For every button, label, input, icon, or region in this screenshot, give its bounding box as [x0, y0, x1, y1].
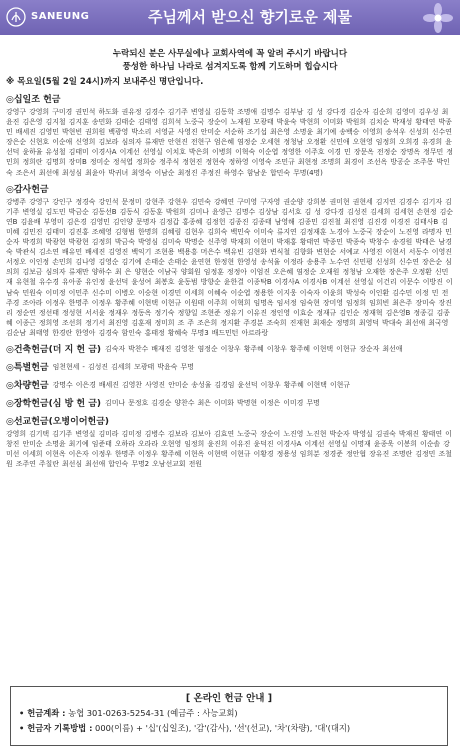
thanks-section — [6, 184, 454, 338]
intro-text — [0, 48, 460, 74]
building-title: ◎건축헌금(더 지 헌 금) — [6, 344, 102, 355]
scholarship-names: 김미나 문정호 김경순 양찬수 최은 이미화 박명현 이정은 이미경 무명 — [105, 398, 320, 407]
account-label: • 헌금계좌 : — [19, 708, 66, 718]
mission-section — [6, 416, 454, 469]
online-giving-box — [10, 686, 448, 746]
church-logo-icon — [6, 7, 26, 27]
method-row — [19, 722, 447, 734]
account-number: 농협 301-0263-5254-31 (예금주 : 사능교회) — [68, 708, 238, 718]
flower-decoration-icon — [422, 2, 454, 34]
account-row — [19, 707, 447, 719]
mission-title: ◎선교헌금(오병이어헌금) — [6, 416, 110, 427]
special-section — [6, 362, 454, 374]
intro-line-2: 풍성한 하나님 나라로 섬겨지도록 함께 기도하며 힙습시다 — [122, 62, 338, 72]
brand-name: SANEUNG — [31, 11, 90, 22]
deadline-note: ※ 목요일(5월 2일 24시)까지 보내주신 명단입니다. — [6, 77, 204, 87]
method-label: • 헌금자 기록방법 : — [19, 723, 93, 733]
building-section — [6, 344, 454, 356]
special-names: 임천현세 - 김성진 김세희 모광태 박윤숙 무명 — [52, 362, 194, 371]
intro-line-1: 누락되신 분은 사무실에나 교회사역에 꼭 알려 주시기 바랍니다 — [112, 49, 348, 59]
scholarship-title: ◎장학헌금(심 방 헌 금) — [6, 398, 102, 409]
tithe-section — [6, 94, 454, 178]
building-names: 김숙자 박찬수 배재진 김영찬 염정순 이창우 황주혜 이창우 황주혜 이현택 이현규 장순자 최선애 — [105, 344, 403, 353]
special-title: ◎특별헌금 — [6, 362, 49, 373]
thanks-title: ◎감사헌금 — [6, 184, 49, 195]
page-header — [0, 0, 460, 35]
scholarship-section — [6, 398, 454, 410]
method-text: 000(이름) + '십'(십일조), '감'(감사), '선'(선교), '차'(차량), '대'(대지) — [95, 723, 351, 733]
tithe-names: 강영구 강영희 구미경 권민석 하도화 권유정 김경수 김기주 변영실 김동학 조명애 김명수 김부남 김 성 강다경 김순자 김순희 김영미 김우성 최윤진 김은영 김지철 김지훈 송민화 김태순 김태영 김희석 노중국 장순이 노재원 모광태 박윤숙 박현희 이미화 박원희 김치순 박재성 황태연 박종민 배세진 김영민 박현빈 권희원 백광영 박소리 서영균 사영진 안미순 서순하 조기섭 최은영 소명윤 최기예 송백승 이영희 송석우 신성희 신수연 장은순 신현호 이순애 신영희 김보라 심의자 류재만 안현진 전현구 엄은혜 염정순 오세현 정청남 오정환 신민애 오현영 임정희 오희경 유경희 윤선덕 윤하율 유성철 김태미 이경사A 이계선 선영실 이치호 박은희 이병희 이혁숙 이순엽 정영한 이주호 이경 민 장문옥 전정순 장명옥 정무민 정민희 정희란 김명희 장미B 정미순 정석엽 정희승 정주식 정현진 정현숙 정하영 이영숙 조민규 최현정 조명희 최경이 조선옥 방공순 조주몽 박인숙 조은서 최선애 최성심 최윤아 박귀녀 최영숙 이남순 최정진 주정진 하영수 함남운 합민숙 무명(4명) — [6, 108, 453, 177]
mission-names: 강영희 김기택 김기주 변영실 김미라 김미정 김병수 김보라 김보아 김효연 노중국 장순이 노진영 노진현 박순자 박영실 김권숙 박재진 황태연 이창진 안미순 소명윤 최기예 임준태 오하라 오라라 오현영 임정희 윤진희 이유진 윤덕진 이경사A 이계선 선영실 이명재 윤종욱 이봉희 이순솔 강미선 이세희 이현옥 이은자 이정우 한명주 이정우 황주혜 이현옥 이현택 이현규 이황경 정용성 임희분 정경준 정안협 장유진 조명란 김정민 조철원 조주연 주칠란 최선심 최선애 합인숙 무명2 오남선교회 전원 — [6, 429, 452, 469]
page-title: 주님께서 받으신 향기로운 제물 — [148, 8, 353, 26]
thanks-names: 강병주 강영구 강인구 정경숙 강인석 문정미 강현주 강현우 김민숙 강혜연 구미영 구자영 권순양 강희봉 권미현 권현세 김지연 김경수 김기자 김기주 변영실 김도민 박금순 김동선B 김동식 김동훈 박원희 김미나 윤영근 김명수 김상남 김서호 김 성 강다경 김성진 김세희 김세현 손현정 김순연B 김윤배 부영미 김은경 김영민 김인양 문명자 김정갑 홍종혜 김정헌 김종진 김종태 남영해 김종민 김진철 최진영 김진경 이경진 김태사B 김미혜 김민진 김태미 김진홍 조혜영 김형범 한명희 김혜림 김현우 김희숙 백민숙 이미숙 류지연 김정재훈 노경아 노중국 장순이 노진영 라명자 민순자 박경희 박광현 박광현 김정희 박금숙 박영심 김미숙 박명순 신주영 박재희 이현미 박재홍 황태연 박종민 박종숙 박창수 송경원 박태은 남경숙 박관식 김소연 배유민 배세진 김영진 백익기 조현용 백용흥 머은수 백유빈 김현화 변식철 김향화 변현순 서예교 사영진 이현서 서동수 이영진 서정오 이인정 손민희 김나영 김영순 김기예 손태순 손태순 윤연현 한정현 한영성 송석율 이정라 송용주 노수연 신민평 신성희 신수연 장은순 심의희 김보금 심의자 류재만 양하수 최 은 양현순 이남국 양회원 임정훈 정정아 이엄진 오은혜 염정순 오재원 정청남 오재한 장은주 오정환 신민재 유현철 유수경 유아종 유인정 윤선덕 윤성여 최봉호 윤동범 방향순 윤한결 이종탁B 이경사A 이경사B 이계선 선영실 이건리 이문수 이방진 이남숙 민원숙 이미정 이민주 신수미 이병오 이승현 이경민 이세희 이혜숙 이순엽 정용한 이지웅 이숙자 이윤희 박성숙 이인환 김수민 이정 민 전주경 조아라 이정우 한명주 이정우 황주혜 이현택 이현규 이원태 이주희 이혁희 임명옥 임서정 임숙현 장미영 임정희 임희빈 최은주 장미숙 장진리 정순연 정선태 정성현 서서윤 정재우 정동옥 정기숙 정향일 조현준 정유기 이유진 정인영 이효순 정재규 김인순 정재혁 김은영B 정종길 김종혜 이종근 정희영 조선희 정기서 최진영 김훈재 정미희 조 주 조은희 정지환 주경분 조숙희 진재현 최재순 정명희 최영덕 박대숙 최선애 최국영 김순남 최태영 한경란 한영아 김경숙 함인숙 홍태정 황혜숙 무명3 배드민턴 아르라랑 — [6, 197, 453, 337]
vehicle-names: 강명수 이은경 배세진 김영찬 사영진 안미순 송성율 김경임 윤선덕 이창우 황주혜 이현택 이현규 — [52, 380, 350, 389]
online-giving-title: [ 온라인 헌금 안내 ] — [185, 693, 273, 704]
tithe-title: ◎십일조 헌금 — [6, 95, 61, 105]
vehicle-title: ◎차량헌금 — [6, 380, 49, 391]
vehicle-section — [6, 380, 454, 392]
